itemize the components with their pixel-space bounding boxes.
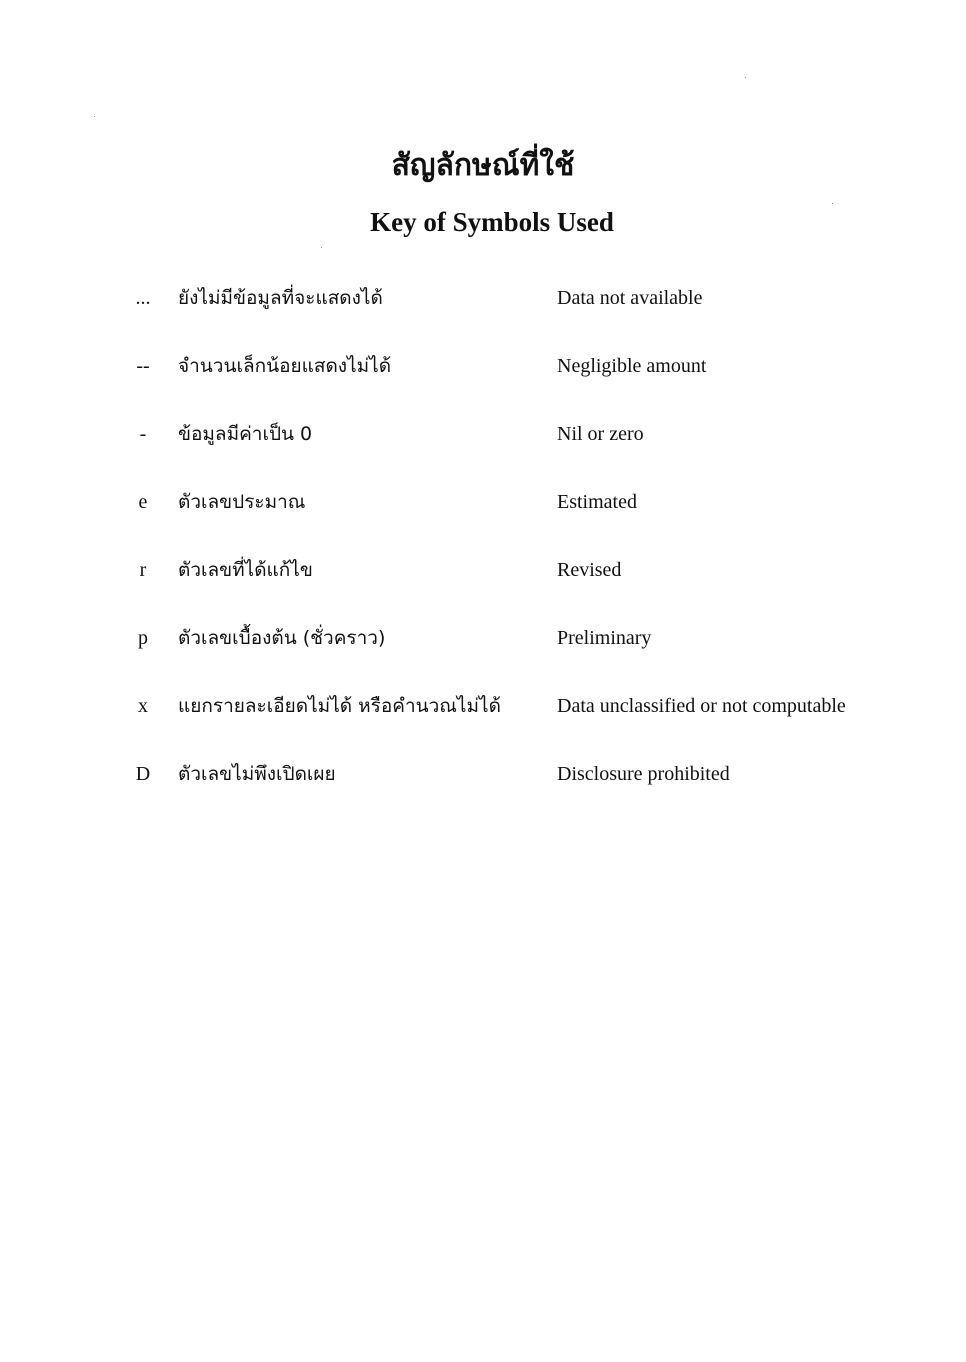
thai-description: ตัวเลขเบื้องต้น (ชั่วคราว) — [178, 627, 386, 649]
english-description: Disclosure prohibited — [557, 763, 730, 785]
symbol: -- — [136, 355, 150, 377]
symbol: D — [135, 763, 151, 785]
thai-description: จำนวนเล็กน้อยแสดงไม่ได้ — [178, 355, 392, 377]
symbol: e — [138, 491, 148, 513]
english-description: Data not available — [557, 287, 703, 309]
symbol: r — [139, 559, 147, 581]
page-title-english: Key of Symbols Used — [370, 207, 614, 237]
scan-speck — [94, 116, 95, 117]
page-title-thai: สัญลักษณ์ที่ใช้ — [391, 148, 575, 183]
symbol-row — [0, 348, 966, 388]
english-description: Data unclassified or not computable — [557, 695, 846, 717]
thai-description: ตัวเลขที่ได้แก้ไข — [178, 559, 313, 581]
symbol: x — [138, 695, 148, 717]
scan-speck — [745, 77, 746, 78]
thai-description: ตัวเลขประมาณ — [178, 491, 306, 513]
symbol-row — [0, 620, 966, 660]
symbol-row — [0, 484, 966, 524]
english-description: Nil or zero — [557, 423, 644, 445]
symbol-row — [0, 688, 966, 728]
symbol: p — [138, 627, 148, 649]
symbol-row — [0, 756, 966, 796]
thai-description: ยังไม่มีข้อมูลที่จะแสดงได้ — [178, 287, 383, 309]
symbol: ... — [135, 287, 151, 309]
scan-speck — [321, 247, 322, 248]
english-description: Preliminary — [557, 627, 652, 649]
english-description: Revised — [557, 559, 622, 581]
symbol-row — [0, 280, 966, 320]
thai-description: ข้อมูลมีค่าเป็น 0 — [178, 423, 313, 445]
symbol-row — [0, 552, 966, 592]
english-description: Estimated — [557, 491, 637, 513]
symbol-row — [0, 416, 966, 456]
english-description: Negligible amount — [557, 355, 707, 377]
symbol: - — [139, 423, 147, 445]
thai-description: ตัวเลขไม่พึงเปิดเผย — [178, 763, 336, 785]
thai-description: แยกรายละเอียดไม่ได้ หรือคำนวณไม่ได้ — [178, 695, 501, 717]
